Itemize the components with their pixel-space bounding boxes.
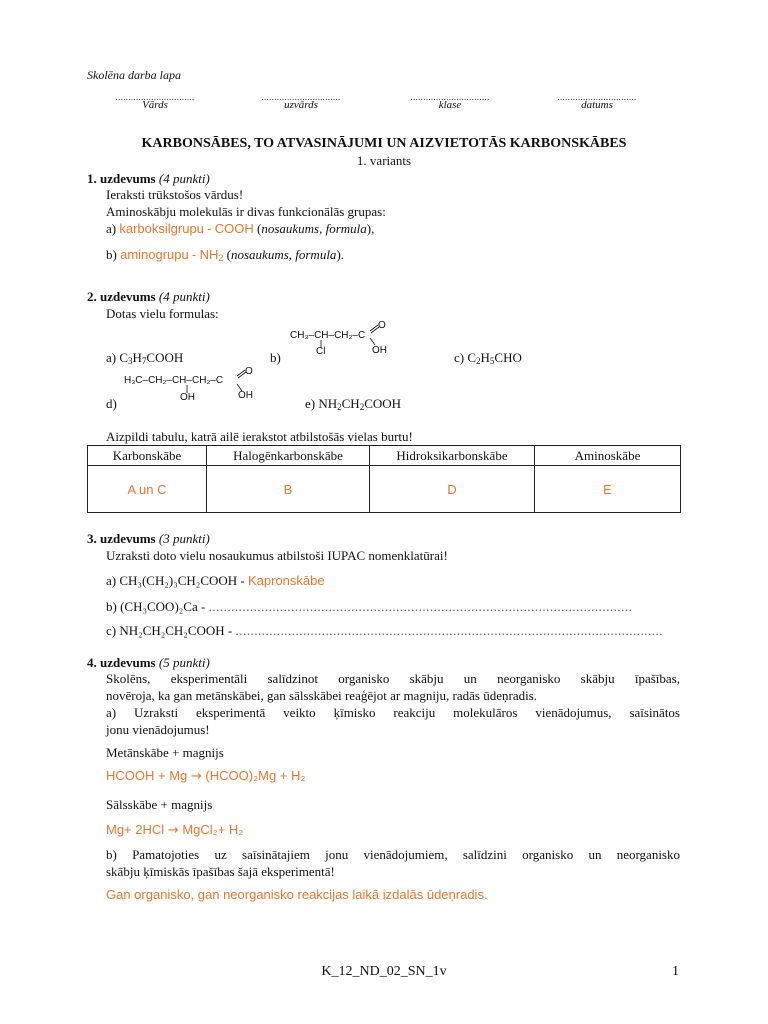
page-number: 1 — [672, 964, 679, 979]
task3-item-b[interactable]: b) (CH₃COO)₂Ca - ................................................................................................................. — [106, 599, 633, 614]
answer-cell-halogen[interactable]: B — [207, 466, 370, 513]
structure-b-oxygen: O — [378, 320, 386, 331]
reaction2-label: Sālsskābe + magnijs — [106, 797, 213, 812]
structure-d-oxygen: O — [245, 366, 253, 377]
task4-heading: 4. uzdevums (5 punkti) — [87, 655, 210, 670]
formula-d-label: d) — [106, 396, 117, 411]
structure-b-oh: OH — [372, 345, 387, 356]
task4-a-line2: jonu vienādojumus! — [106, 722, 210, 737]
structure-b-chain: CH₃–CH–CH₂–C — [290, 330, 366, 341]
surname-field[interactable]: ............................... uzvārds — [236, 92, 366, 111]
structure-d-bonds — [124, 363, 259, 403]
task4-b-line2: skābju ķīmiskās īpašības šajā eksperimentā! — [106, 864, 335, 879]
date-field[interactable]: ............................... datums — [532, 92, 662, 111]
answer-nh2: $NH_2$ — [199, 247, 224, 263]
structure-d-oh2: OH — [180, 392, 195, 403]
col-header-hydroxy: Hidroksikarbonskābe — [370, 446, 535, 466]
answer-cooh: COOH — [214, 221, 254, 236]
task2-instruction: Dotas vielu formulas: — [106, 306, 219, 321]
task4-answer[interactable]: Gan organisko, gan neorganisko reakcijas laikā izdalās ūdeņradis. — [106, 887, 488, 902]
page-title: KARBONSĀBES, TO ATVASINĀJUMI UN AIZVIETOTĀS KARBONSKĀBES — [141, 136, 627, 151]
structure-d-chain: H₃C–CH₂–CH–CH₂–C — [124, 375, 224, 386]
col-header-halogen: Halogēnkarbonskābe — [207, 446, 370, 466]
col-header-amino: Aminoskābe — [535, 446, 681, 466]
classification-table — [87, 445, 681, 513]
formula-b-label: b) — [270, 350, 281, 365]
reaction1-label: Metānskābe + magnijs — [106, 745, 224, 760]
task4-a-line1: a) Uzraksti eksperimentā veikto ķīmisko reakciju molekulāros vienādojumus, saīsinātos — [106, 705, 680, 720]
task3-item-c[interactable]: c) NH₂CH₂CH₂COOH - .................................................................................................................. — [106, 623, 664, 638]
task2-heading: 2. uzdevums (4 punkti) — [87, 289, 210, 304]
answer-cell-carboxylic[interactable]: A un C — [88, 466, 207, 513]
structure-b-cl: Cl — [316, 346, 326, 357]
col-header-carboxylic: Karbonskābe — [88, 446, 207, 466]
reaction-arrow-icon: → — [190, 769, 202, 784]
formula-c: c) $C_2H_5CHO$ — [454, 350, 522, 366]
variant-label: 1. variants — [356, 153, 412, 168]
answer-carboxyl: karboksilgrupu — [119, 221, 204, 236]
task3-heading: 3. uzdevums (3 punkti) — [87, 531, 210, 546]
reaction1-equation[interactable]: HCOOH + Mg → (HCOO)₂Mg + H₂ — [106, 768, 306, 784]
name-field[interactable]: ............................... Vārds — [90, 92, 220, 111]
task1-line2: Aminoskābju molekulās ir divas funkcionālās grupas: — [106, 204, 386, 219]
task1-answer-a[interactable]: a) karboksilgrupu - COOH (nosaukums, formula), — [106, 221, 375, 236]
date-label: datums — [581, 99, 613, 111]
answer-cell-hydroxy[interactable]: D — [370, 466, 535, 513]
answer-cell-amino[interactable]: E — [535, 466, 681, 513]
answer-caproic: Kapronskābe — [247, 573, 325, 588]
reaction-arrow-icon: → — [167, 823, 179, 838]
class-label: klase — [438, 99, 462, 111]
formula-a: a) $C_3H_7COOH$ — [106, 350, 184, 366]
name-label: Vārds — [142, 99, 168, 111]
document-code: K_12_ND_02_SN_1v — [321, 964, 447, 979]
task1-answer-b[interactable]: b) aminogrupu - $NH_2$ (nosaukums, formula). — [106, 247, 345, 263]
answer-blank-b: ................................................................................................................. — [208, 599, 633, 614]
table-instruction: Aizpildi tabulu, katrā ailē ierakstot atbilstošās vielas burtu! — [106, 429, 413, 444]
task1-heading: 1. uzdevums (4 punkti) — [87, 171, 210, 186]
task1-instruction: Ieraksti trūkstošos vārdus! — [106, 187, 244, 202]
worksheet-label: Skolēna darba lapa — [87, 68, 181, 82]
structure-b-bonds — [290, 318, 390, 358]
structure-d-oh: OH — [238, 390, 253, 401]
task4-intro-line1: Skolēns, eksperimentāli salīdzinot organisko skābju un neorganisko skābju īpašības, — [106, 671, 680, 686]
task4-b-line1: b) Pamatojoties uz saīsinātajiem jonu vienādojumiem, salīdzini organisko un neorganisko — [106, 847, 680, 862]
class-field[interactable]: ............................... klase — [385, 92, 515, 111]
formula-e: e) $NH_2CH_2COOH$ — [305, 396, 402, 412]
surname-label: uzvārds — [284, 99, 318, 111]
task4-intro-line2: novēroja, ka gan metānskābei, gan sālsskābei reaģējot ar magniju, radās ūdeņradis. — [106, 688, 538, 703]
answer-amino: aminogrupu — [120, 247, 189, 262]
answer-blank-c: .................................................................................................................. — [235, 623, 664, 638]
task3-item-a[interactable]: a) CH₃(CH₂)₃CH₂COOH - Kapronskābe — [106, 573, 325, 588]
task3-instruction: Uzraksti doto vielu nosaukumus atbilstoši IUPAC nomenklatūrai! — [106, 548, 448, 563]
reaction2-equation[interactable]: Mg+ 2HCl → MgCl₂+ H₂ — [106, 822, 244, 838]
